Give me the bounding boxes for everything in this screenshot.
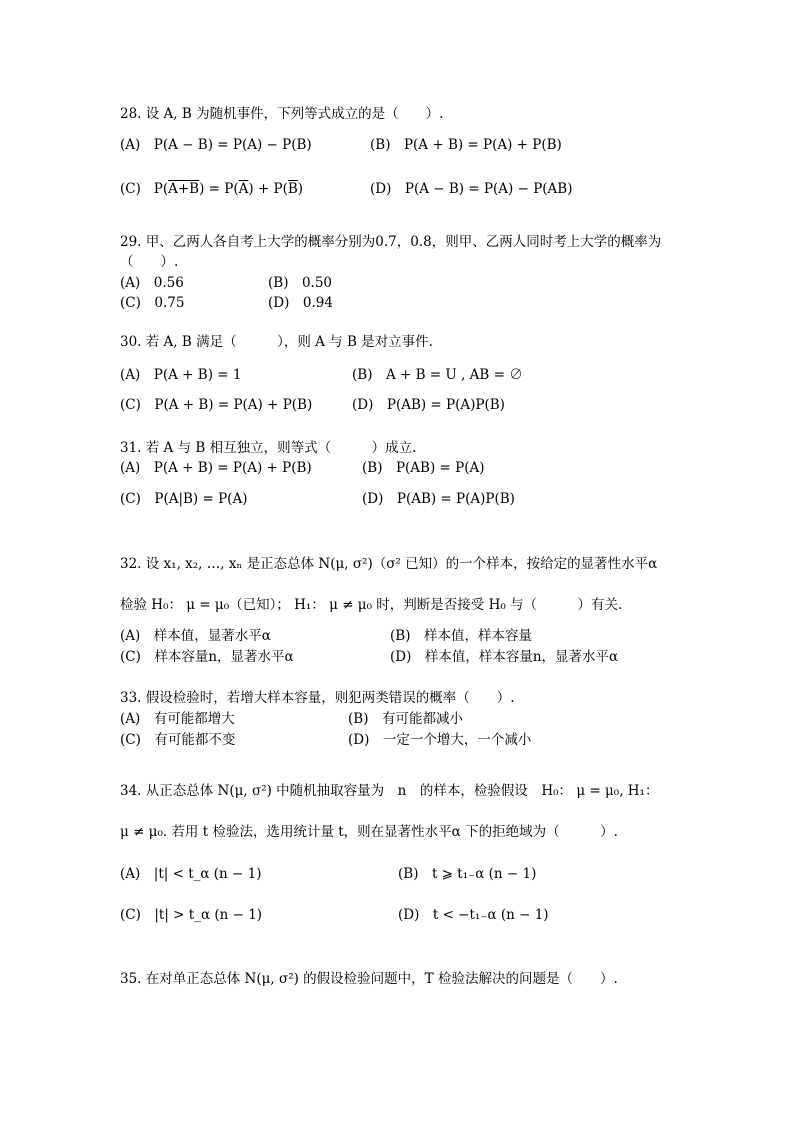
- q29-stem: 29. 甲、乙两人各自考上大学的概率分别为0.7，0.8，则甲、乙两人同时考上大学的概率为: [120, 234, 662, 250]
- q28-option-c-label: (C): [120, 181, 141, 197]
- q33-option-c: (C) 有可能都不变: [120, 732, 236, 748]
- q28-option-d: (D) P(A − B) = P(A) − P(AB): [370, 181, 573, 197]
- q31-option-d: (D) P(AB) = P(A)P(B): [362, 491, 515, 507]
- q29-stem-cont: （ ）.: [120, 254, 179, 270]
- q29-option-b: (B) 0.50: [268, 275, 333, 291]
- q34-option-a: (A) |t| < t_α (n − 1): [120, 866, 262, 882]
- q32-stem-cont: 检验 H₀： μ = μ₀（已知）； H₁： μ ≠ μ₀ 时，判断是否接受 H₀ 与（ ）有关.: [120, 597, 623, 613]
- q28-c-mid: ) = P(: [199, 181, 239, 197]
- q33-stem: 33. 假设检验时，若增大样本容量，则犯两类错误的概率（ ）.: [120, 690, 515, 706]
- q30-option-c: (C) P(A + B) = P(A) + P(B): [120, 397, 313, 413]
- q28-c-overline-ab: A+B: [168, 181, 200, 197]
- q32-option-b: (B) 样本值，样本容量: [390, 628, 532, 644]
- q30-stem: 30. 若 A, B 满足（ ），则 A 与 B 是对立事件.: [120, 334, 433, 350]
- q34-stem: 34. 从正态总体 N(μ, σ²) 中随机抽取容量为 n 的样本，检验假设 H₀： μ = μ₀, H₁：: [120, 783, 659, 799]
- q28-option-b: (B) P(A + B) = P(A) + P(B): [370, 137, 562, 153]
- q28-option-a: (A) P(A − B) = P(A) − P(B): [120, 137, 312, 153]
- q28-c-mid2: ) + P(: [248, 181, 288, 197]
- q33-option-b: (B) 有可能都减小: [348, 711, 463, 727]
- q28-stem: 28. 设 A, B 为随机事件，下列等式成立的是（ ）.: [120, 106, 444, 122]
- q34-option-c: (C) |t| > t_α (n − 1): [120, 907, 263, 923]
- q31-stem: 31. 若 A 与 B 相互独立，则等式（ ）成立.: [120, 440, 417, 456]
- q28-c-overline-b: $\overline{B}$: [287, 181, 298, 197]
- q34-option-d: (D) t < −t₁₋α (n − 1): [398, 907, 549, 923]
- q33-option-a: (A) 有可能都增大: [120, 711, 235, 727]
- q29-option-a: (A) 0.56: [120, 275, 184, 291]
- q35-stem: 35. 在对单正态总体 N(μ, σ²) 的假设检验问题中，T 检验法解决的问题是（ ）.: [120, 971, 618, 987]
- q31-option-c: (C) P(A|B) = P(A): [120, 491, 248, 507]
- q34-stem-cont: μ ≠ μ₀. 若用 t 检验法，选用统计量 t，则在显著性水平α 下的拒绝域为（ ）.: [120, 824, 618, 840]
- q30-option-b: (B) A + B = U , AB = ∅: [352, 367, 523, 383]
- q34-option-b: (B) t ⩾ t₁₋α (n − 1): [398, 866, 537, 882]
- q33-option-d: (D) 一定一个增大，一个减小: [348, 732, 532, 748]
- q28-option-c: [120, 180, 303, 198]
- q28-c-end: ): [297, 181, 304, 197]
- q32-option-d: (D) 样本值，样本容量n，显著水平α: [390, 649, 619, 665]
- q32-option-a: (A) 样本值，显著水平α: [120, 628, 271, 644]
- q32-stem: 32. 设 x₁, x₂, …, xₙ 是正态总体 N(μ, σ²)（σ² 已知）的一个样本，按给定的显著性水平α: [120, 556, 658, 572]
- q30-option-a: (A) P(A + B) = 1: [120, 367, 242, 383]
- q29-option-c: (C) 0.75: [120, 295, 185, 311]
- q28-c-pre: P(: [153, 181, 169, 197]
- q32-option-c: (C) 样本容量n，显著水平α: [120, 649, 294, 665]
- q30-option-d: (D) P(AB) = P(A)P(B): [352, 397, 505, 413]
- q28-c-overline-a: $\overline{A}$: [238, 181, 249, 197]
- q31-option-a: (A) P(A + B) = P(A) + P(B): [120, 460, 312, 476]
- q29-option-d: (D) 0.94: [268, 295, 333, 311]
- q31-option-b: (B) P(AB) = P(A): [362, 460, 485, 476]
